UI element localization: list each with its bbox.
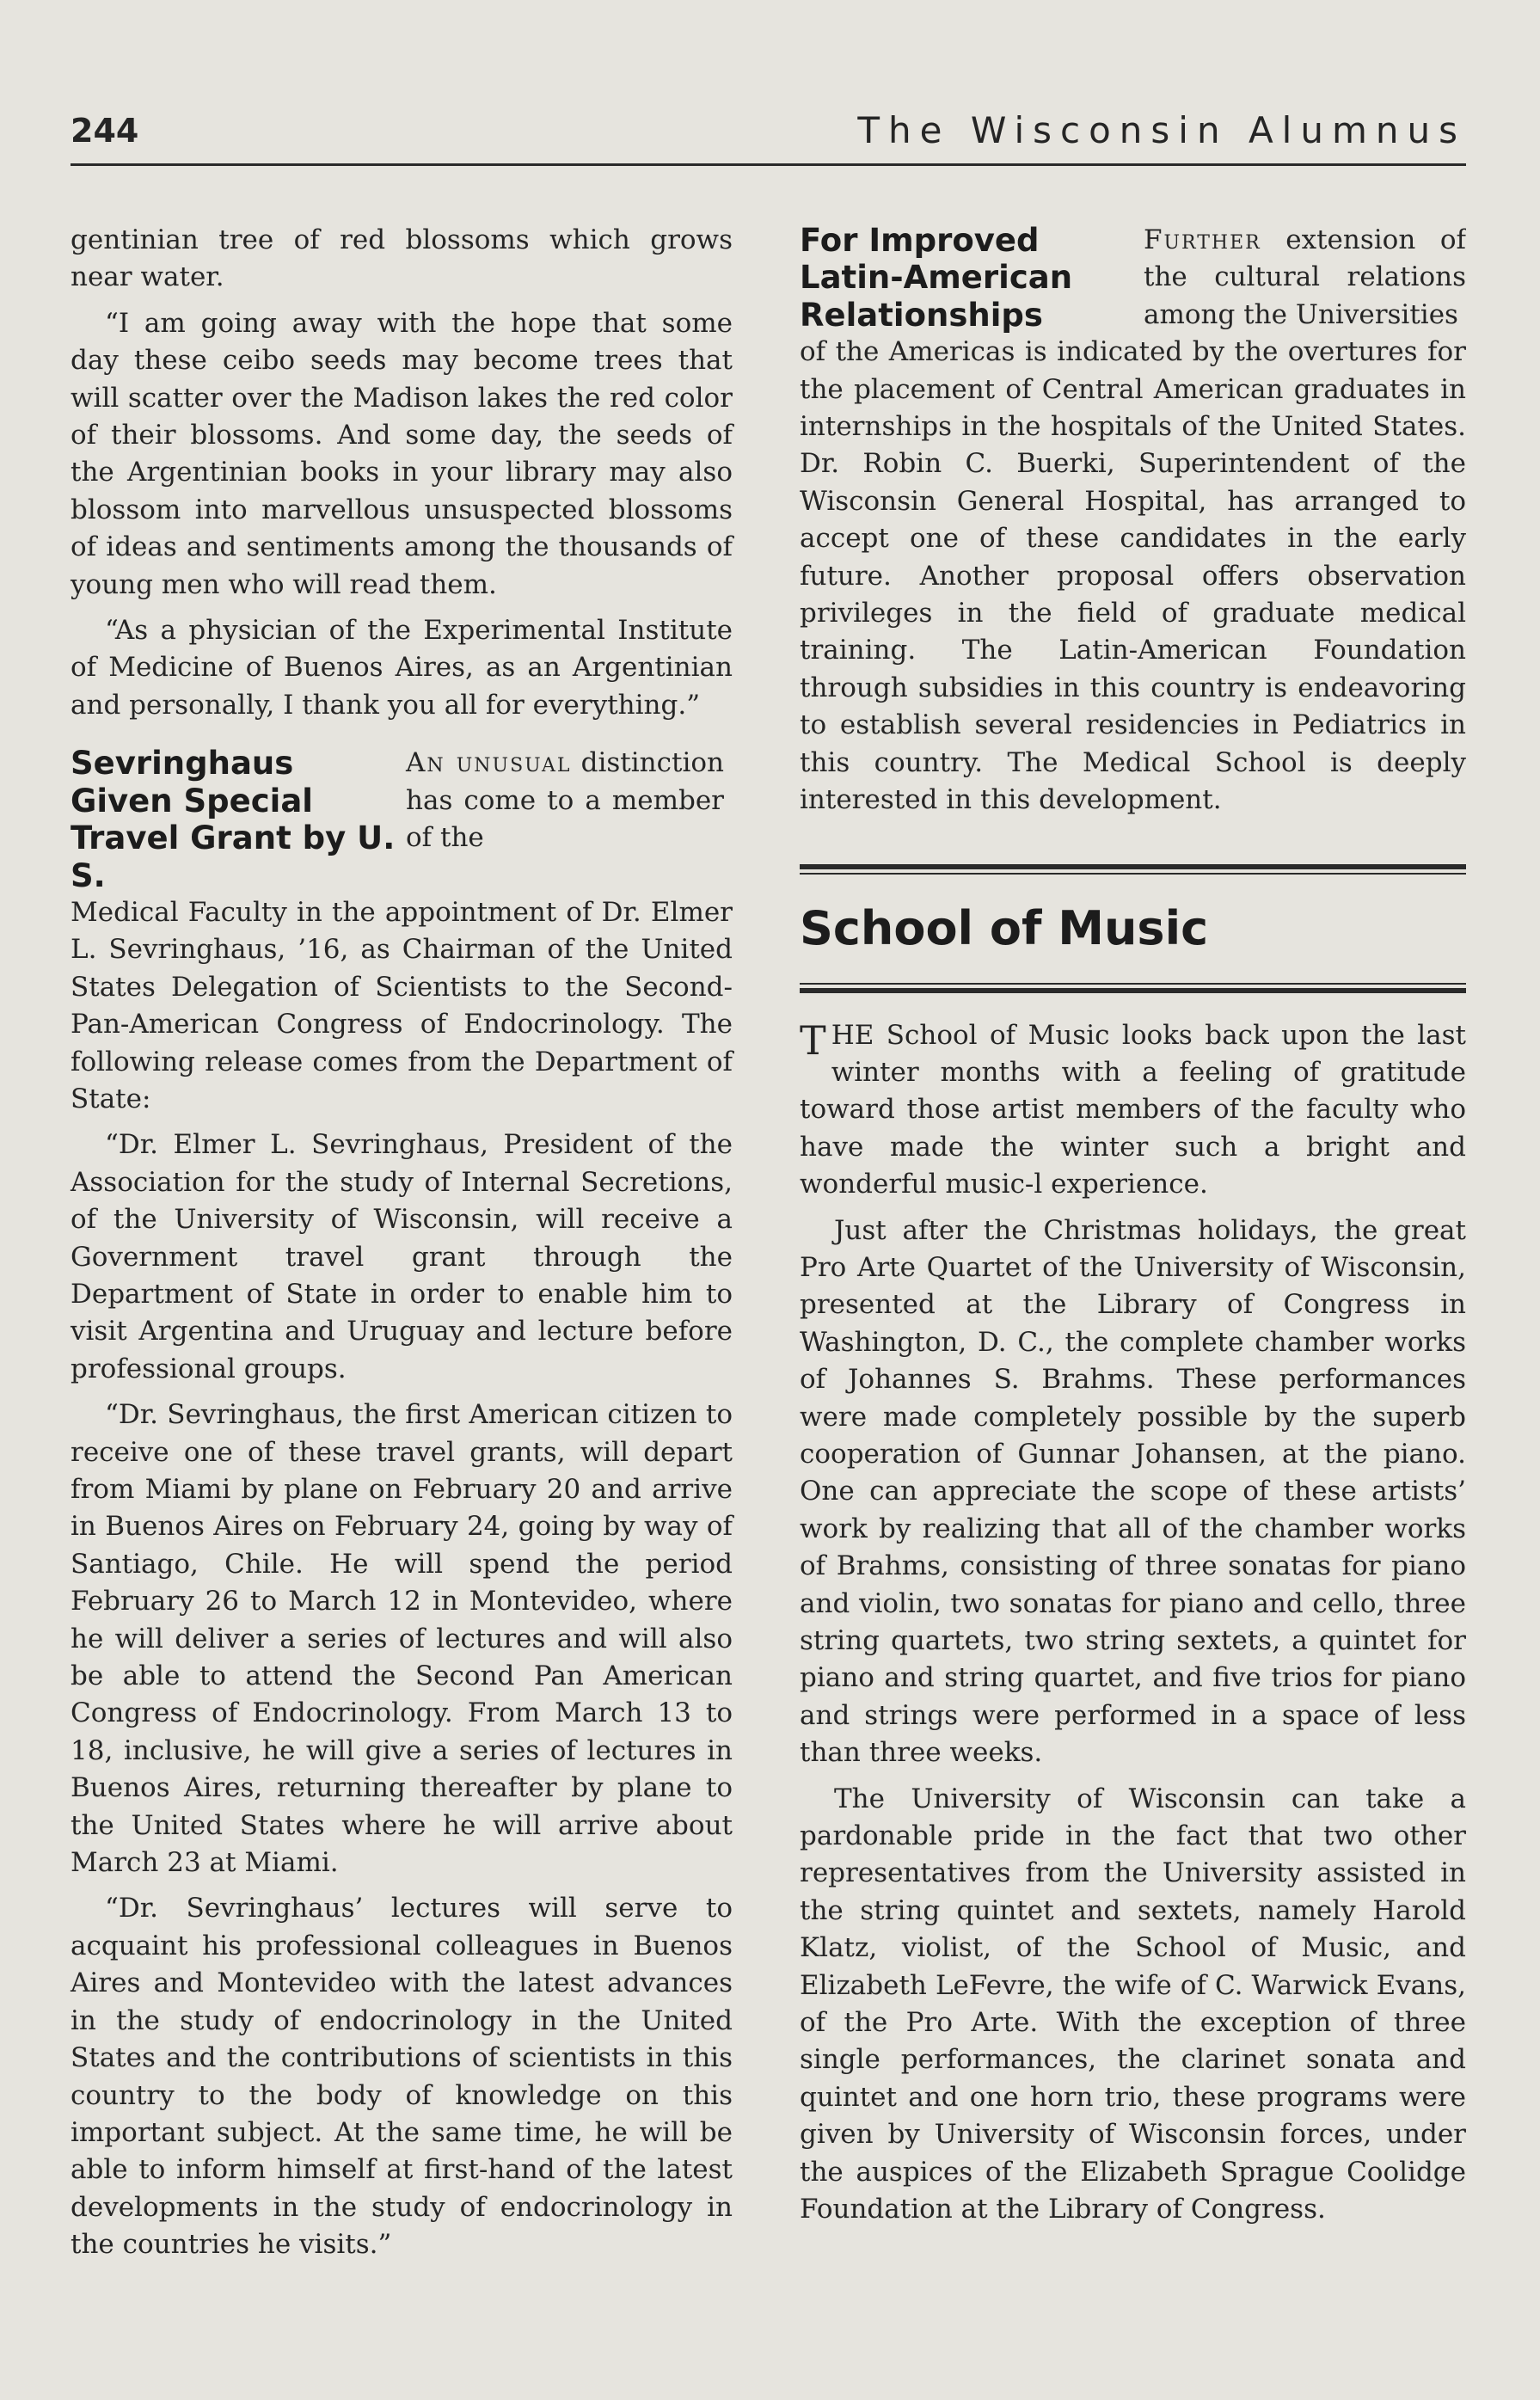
paragraph: of the Americas is indicated by the overtures for the placement of Central American graduates in internships in the hospitals of the United States. Dr. Robin C. Buerki, Superintendent of the Wisconsin General Hospital, has arranged to accept one of these candidates in the early future. Another proposal offers observation privileges in the field of graduate medical training. The Latin-American Foundation through subsidies in this country is endeavoring to establish several residencies in Pediatrics in this country. The Medical School is deeply interested in this development. [800, 336, 1466, 816]
paragraph: gentinian tree of red blossoms which grows near water. [71, 224, 733, 293]
paragraph-text: HE School of Music looks back upon the last winter months with a feeling of gratitude toward those artist members of the faculty who have made the winter such a bright and wonderful music-l experience. [800, 1019, 1466, 1200]
paragraph: “Dr. Sevringhaus, the first American citizen to receive one of these travel grants, will depart from Miami by plane on February 20 and arrive in Buenos Aires on February 24, going by way of Santiago, Chile. He will spend the period February 26 to March 12 in Montevideo, where he will deliver a series of lectures and will also be able to attend the Second Pan American Congress of Endocrinology. From March 13 to 18, inclusive, he will give a series of lectures in Buenos Aires, returning thereafter by plane to the United States where he will arrive about March 23 at Miami. [71, 1399, 733, 1879]
paragraph: “Dr. Sevringhaus’ lectures will serve to acquaint his professional colleagues in Buenos Aires and Montevideo with the latest advances in the study of endocrinology in the United States and the contributions of scientists in this country to the body of knowledge on this important subject. At the same time, he will be able to inform himself at first-hand of the latest developments in the study of endocrinology in the countries he visits.” [71, 1893, 733, 2261]
section-heading-latin-american [800, 222, 1466, 334]
paragraph: The University of Wisconsin can take a pardonable pride in the fact that two other representatives from the University assisted in the string quintet and sextets, namely Harold Klatz, violist, of the School of Music, and Elizabeth LeFevre, the wife of C. Warwick Evans, of the Pro Arte. With the exception of three single performances, the clarinet sonata and quintet and one horn trio, these programs were given by University of Wisconsin forces, under the auspices of the Elizabeth Sprague Coolidge Foundation at the Library of Congress. [800, 1783, 1466, 2225]
section-title: Sevringhaus Given Special Travel Grant by U. S. [71, 745, 396, 894]
lead-smallcaps: Further [1144, 224, 1261, 255]
paragraph: “I am going away with the hope that some day these ceibo seeds may become trees that will scatter over the Madison lakes the red color of their blossoms. And some day, the seeds of the Argentinian books in your library may also blossom into marvellous unsuspected blossoms of ideas and sentiments among the thousands of young men who will read them. [71, 307, 733, 600]
section-title: For Improved Latin-American Relationships [800, 222, 1073, 334]
right-column [800, 222, 1466, 2229]
lead-rest: distinction has come to a member of the [406, 747, 724, 854]
paragraph [800, 1017, 1466, 1204]
section-lead [406, 745, 724, 856]
drop-cap: T [800, 1016, 826, 1064]
journal-title: The Wisconsin Alumnus [857, 109, 1466, 151]
music-body [800, 1017, 1466, 2229]
paragraph: “Dr. Elmer L. Sevringhaus, President of the Association for the study of Internal Secretions, of the University of Wisconsin, will receive a Government travel grant through the Department of State in order to enable him to visit Argentina and Uruguay and lecture before professional groups. [71, 1129, 733, 1384]
page-number: 244 [71, 112, 139, 150]
music-section-title: School of Music [800, 900, 1209, 955]
paragraph: “As a physician of the Experimental Institute of Medicine of Buenos Aires, as an Argentinian and personally, I thank you all for everything.” [71, 615, 733, 721]
section-heading-sevringhaus [71, 745, 733, 894]
section-lead [1144, 222, 1466, 334]
section-divider-top [800, 864, 1466, 875]
lead-smallcaps: An unusual [406, 747, 572, 779]
left-column [71, 222, 733, 2264]
page-header [71, 105, 1466, 165]
paragraph: Just after the Christmas holidays, the great Pro Arte Quartet of the University of Wisconsin, presented at the Library of Congress in Washington, D. C., the complete chamber works of Johannes S. Brahms. These performances were made completely possible by the superb cooperation of Gunnar Johansen, at the piano. One can appreciate the scope of these artists’ work by realizing that all of the chamber works of Brahms, consisting of three sonatas for piano and violin, two sonatas for piano and cello, three string quartets, two string sextets, a quintet for piano and string quartet, and five trios for piano and strings were performed in a space of less than three weeks. [800, 1214, 1466, 1769]
section-divider-bottom [800, 983, 1466, 993]
header-rule [71, 163, 1466, 166]
paragraph: Medical Faculty in the appointment of Dr. Elmer L. Sevringhaus, ’16, as Chairman of the United States Delegation of Scientists to the Second-Pan-American Congress of Endocrinology. The following release comes from the Department of State: [71, 896, 733, 1114]
lead-rest: extension of the cultural relations among the Universities [1144, 224, 1466, 330]
